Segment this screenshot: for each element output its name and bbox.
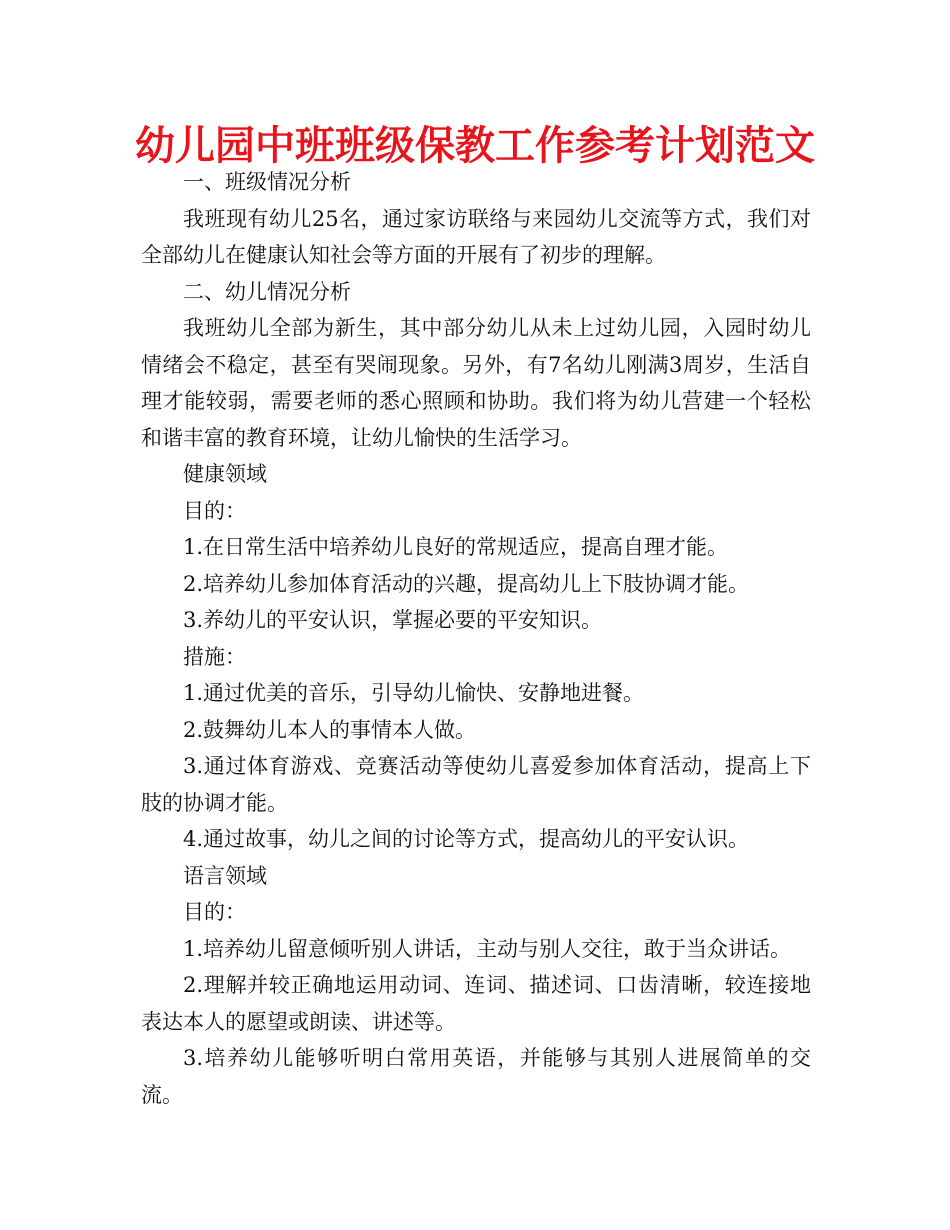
list-item: 1.在日常生活中培养幼儿良好的常规适应，提高自理才能。 [183, 535, 729, 559]
list-item: 2.培养幼儿参加体育活动的兴趣，提高幼儿上下肢协调才能。 [183, 571, 750, 596]
list-item: 3.通过体育游戏、竞赛活动等使幼儿喜爱参加体育活动，提高上下肢的协调才能。 [141, 754, 811, 815]
section-heading: 二、幼儿情况分析 [183, 279, 351, 304]
list-heading: 措施： [183, 644, 246, 669]
list-item: 2.鼓舞幼儿本人的事情本人做。 [183, 717, 477, 742]
list-item: 1.通过优美的音乐，引导幼儿愉快、安静地进餐。 [183, 681, 645, 705]
list-heading: 目的： [183, 498, 246, 523]
subsection-heading: 健康领域 [183, 462, 267, 486]
document-body [141, 164, 811, 1113]
section-heading: 一、班级情况分析 [183, 170, 351, 194]
paragraph: 我班现有幼儿25名，通过家访联络与来园幼儿交流等方式，我们对全部幼儿在健康认知社会等方面的开展有了初步的理解。 [141, 206, 811, 267]
list-item: 2.理解并较正确地运用动词、连词、描述词、口齿清晰，较连接地表达本人的愿望或朗读、讲述等。 [141, 973, 811, 1034]
subsection-heading: 语言领域 [183, 863, 267, 888]
list-item: 1.培养幼儿留意倾听别人讲话，主动与别人交往，敢于当众讲话。 [183, 936, 792, 961]
document-title: 幼儿园中班班级保教工作参考计划范文 [135, 123, 815, 169]
list-item: 3.养幼儿的平安认识，掌握必要的平安知识。 [183, 608, 603, 632]
list-item: 3.培养幼儿能够听明白常用英语，并能够与其别人进展简单的交流。 [141, 1046, 811, 1107]
list-heading: 目的： [183, 900, 246, 924]
paragraph: 我班幼儿全部为新生，其中部分幼儿从未上过幼儿园，入园时幼儿情绪会不稳定，甚至有哭闹现象。另外，有7名幼儿刚满3周岁，生活自理才能较弱，需要老师的悉心照顾和协助。我们将为幼儿营建一个轻松和谐丰富的教育环境，让幼儿愉快的生活学习。 [141, 316, 811, 450]
list-item: 4.通过故事，幼儿之间的讨论等方式，提高幼儿的平安认识。 [183, 827, 750, 851]
